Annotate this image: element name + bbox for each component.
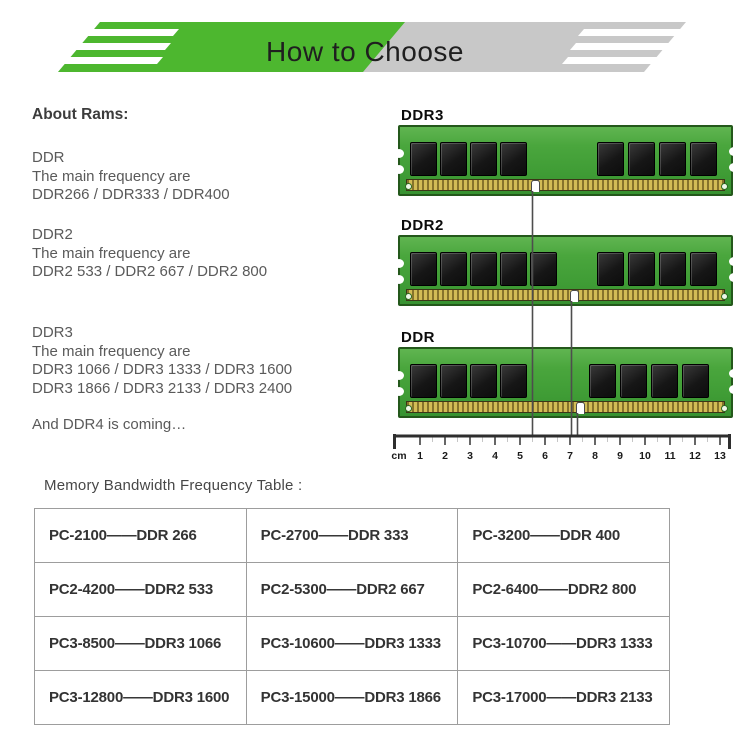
about-text-line: DDR2 (32, 226, 73, 243)
how-to-choose-banner (0, 0, 750, 95)
table-row (35, 509, 670, 563)
memory-chip (470, 252, 497, 286)
table-row (35, 671, 670, 725)
memory-chip (597, 252, 624, 286)
ram-module-label: DDR3 (401, 107, 444, 124)
ruler-number: 2 (442, 450, 448, 462)
memory-chip (410, 142, 437, 176)
edge-cutout (729, 273, 739, 282)
table-cell: PC3-15000——DDR3 1866 (246, 671, 458, 725)
ram-module-label: DDR2 (401, 217, 444, 234)
ddr4-footnote: And DDR4 is coming… (32, 416, 187, 433)
memory-chip (682, 364, 709, 398)
memory-chip (690, 252, 717, 286)
memory-chip (690, 142, 717, 176)
table-cell: PC2-4200——DDR2 533 (35, 563, 247, 617)
gold-pin-strip (406, 179, 725, 191)
memory-chip (500, 252, 527, 286)
ruler-number: 7 (567, 450, 573, 462)
about-text-line: DDR (32, 149, 65, 166)
table-caption: Memory Bandwidth Frequency Table : (44, 477, 303, 494)
edge-cutout (394, 371, 404, 380)
ruler-number: 3 (467, 450, 473, 462)
edge-cutout (729, 257, 739, 266)
ruler-number: 8 (592, 450, 598, 462)
ruler-number: 12 (689, 450, 701, 462)
edge-cutout (394, 165, 404, 174)
ruler-number: 1 (417, 450, 423, 462)
memory-chip (440, 364, 467, 398)
about-text-group (32, 149, 230, 205)
table-cell: PC-2700——DDR 333 (246, 509, 458, 563)
memory-chip (410, 252, 437, 286)
table-cell: PC-3200——DDR 400 (458, 509, 670, 563)
ruler-number: 4 (492, 450, 498, 462)
ruler-number: 11 (664, 450, 676, 462)
memory-chip (530, 252, 557, 286)
about-text-line: DDR2 533 / DDR2 667 / DDR2 800 (32, 263, 268, 280)
ruler-number: 5 (517, 450, 523, 462)
edge-cutout (394, 259, 404, 268)
ruler-number: 10 (639, 450, 651, 462)
memory-chip (500, 142, 527, 176)
ruler-number: 6 (542, 450, 548, 462)
key-notch (531, 180, 540, 192)
memory-chip (659, 252, 686, 286)
about-text-line: The main frequency are (32, 167, 191, 185)
about-text-line: The main frequency are (32, 342, 191, 360)
edge-cutout (729, 147, 739, 156)
about-rams-heading: About Rams: (32, 106, 129, 123)
mounting-hole (405, 293, 412, 300)
edge-cutout (729, 163, 739, 172)
mounting-hole (721, 405, 728, 412)
table-row (35, 563, 670, 617)
about-text-line: DDR266 / DDR333 / DDR400 (32, 186, 230, 203)
memory-chip (628, 252, 655, 286)
mounting-hole (721, 293, 728, 300)
table-cell: PC3-8500——DDR3 1066 (35, 617, 247, 671)
ram-module (398, 217, 733, 306)
about-text-group (32, 226, 267, 282)
table-cell: PC3-12800——DDR3 1600 (35, 671, 247, 725)
mounting-hole (721, 183, 728, 190)
table-cell: PC3-10600——DDR3 1333 (246, 617, 458, 671)
table-cell: PC-2100——DDR 266 (35, 509, 247, 563)
about-text-line: DDR3 (32, 324, 73, 341)
ruler-unit: cm (391, 450, 407, 462)
key-notch (576, 402, 585, 414)
memory-chip (470, 364, 497, 398)
frequency-table (34, 508, 670, 725)
table-cell: PC3-17000——DDR3 2133 (458, 671, 670, 725)
gold-pin-strip (406, 289, 725, 301)
memory-chip (597, 142, 624, 176)
ruler-number: 13 (714, 450, 726, 462)
mounting-hole (405, 183, 412, 190)
edge-cutout (394, 149, 404, 158)
ram-module-label: DDR (401, 329, 435, 346)
memory-chip (470, 142, 497, 176)
banner-title: How to Choose (266, 36, 464, 67)
about-text-line: DDR3 1866 / DDR3 2133 / DDR3 2400 (32, 379, 293, 397)
edge-cutout (729, 369, 739, 378)
mounting-hole (405, 405, 412, 412)
memory-chip (410, 364, 437, 398)
memory-chip (628, 142, 655, 176)
memory-chip (589, 364, 616, 398)
ram-module (398, 329, 733, 418)
memory-chip (659, 142, 686, 176)
ruler-number: 9 (617, 450, 623, 462)
key-notch (570, 290, 579, 302)
memory-chip (440, 252, 467, 286)
about-text-group (32, 324, 292, 398)
memory-chip (440, 142, 467, 176)
memory-chip (651, 364, 678, 398)
table-cell: PC3-10700——DDR3 1333 (458, 617, 670, 671)
edge-cutout (394, 275, 404, 284)
gold-pin-strip (406, 401, 725, 413)
edge-cutout (394, 387, 404, 396)
table-row (35, 617, 670, 671)
memory-chip (620, 364, 647, 398)
table-cell: PC2-6400——DDR2 800 (458, 563, 670, 617)
edge-cutout (729, 385, 739, 394)
about-text-line: DDR3 1066 / DDR3 1333 / DDR3 1600 (32, 361, 293, 378)
table-cell: PC2-5300——DDR2 667 (246, 563, 458, 617)
memory-chip (500, 364, 527, 398)
about-text-line: The main frequency are (32, 244, 191, 262)
ram-module (398, 107, 733, 196)
